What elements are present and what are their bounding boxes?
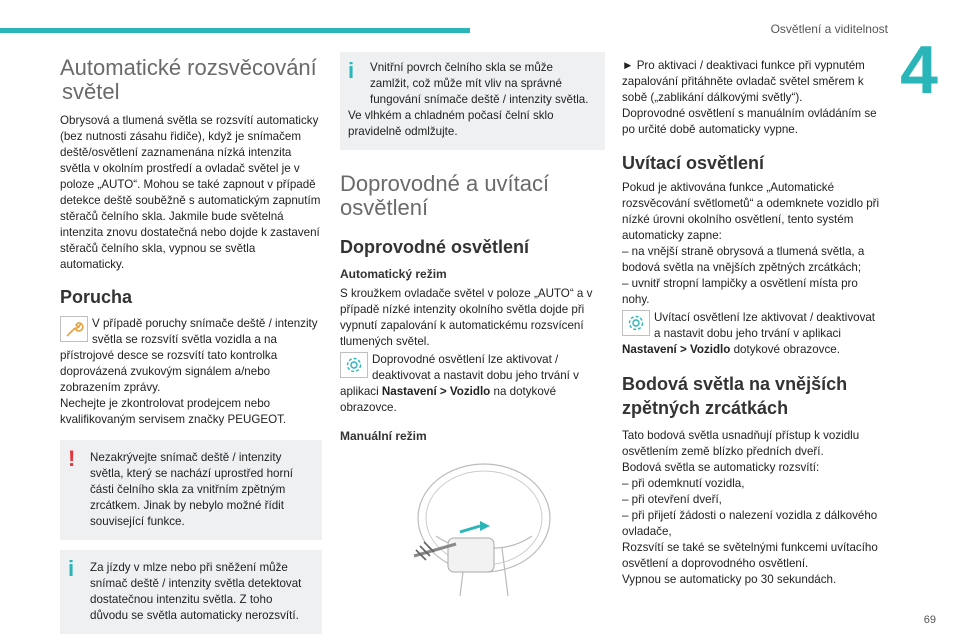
welcome-item-1: – na vnější straně obrysová a tlumená světla, a bodová světla na vnějších zpětných zrcátkách;	[622, 245, 865, 274]
manual-mode-title: Manuální režim	[340, 429, 427, 443]
guide-settings-block	[340, 352, 605, 416]
guide-settings-text: Doprovodné osvětlení lze aktivovat / deaktivovat a nastavit dobu jeho trvání v aplikaci	[340, 353, 579, 398]
steering-wheel-illustration	[396, 458, 556, 608]
auto-lights-title	[60, 56, 322, 104]
spot-item-2: – při otevření dveří,	[622, 493, 722, 506]
info-windshield-line1: Vnitřní povrch čelního skla se může zamlžit, což může mít vliv na správné fungování snímače deště / intenzity světla.	[370, 61, 589, 106]
failure-block	[60, 316, 322, 428]
welcome-settings-path: Nastavení > Vozidlo	[622, 343, 731, 356]
spot-paragraph-3: Rozsvítí se také se světelnými funkcemi uvítacího osvětlení a doprovodného osvětlení.	[622, 541, 878, 570]
chapter-number: 4	[900, 32, 938, 108]
settings-gear-icon	[622, 310, 650, 336]
settings-gear-icon	[340, 352, 368, 378]
mirror-spotlights-title-line1: Bodová světla na vnějších	[622, 374, 848, 394]
info-box-windshield	[340, 52, 605, 150]
spot-paragraph-4: Vypnou se automaticky po 30 sekundách.	[622, 573, 837, 586]
column-middle	[340, 52, 605, 608]
failure-paragraph-2: Nechejte je zkontrolovat prodejcem nebo kvalifikovaným servisem značky PEUGEOT.	[60, 397, 287, 426]
steering-wheel-drawing	[396, 458, 556, 608]
info-box-fog	[60, 550, 322, 634]
follow-me-title-line2: osvětlení	[340, 195, 429, 220]
auto-lights-title-line1: Automatické rozsvěcování	[60, 55, 317, 80]
spot-paragraph-1: Tato bodová světla usnadňují přístup k vozidlu osvětlením země blízko předních dveří.	[622, 429, 860, 458]
info-windshield-line2: Ve vlhkém a chladném počasí čelní sklo pravidelně odmlžujte.	[348, 109, 554, 138]
auto-mode-paragraph: S kroužkem ovladače světel v poloze „AUTO“ a v případě nízké intenzity okolního světla dojde při vypnutí zapalování k automatickému rozsvícení tlumených světel.	[340, 287, 593, 348]
guide-settings-suffix: na dotykové obrazovce.	[340, 385, 557, 414]
info-icon: i	[348, 58, 355, 83]
wrench-icon	[60, 316, 88, 342]
manual-activation-paragraph: ► Pro aktivaci / deaktivaci funkce při vypnutém zapalování přitáhněte ovladač světel směrem k sobě („zablikání dálkovými světly“).	[622, 59, 865, 104]
column-right	[622, 52, 884, 588]
auto-lights-paragraph: Obrysová a tlumená světla se rozsvítí automaticky (bez nutnosti zásahu řidiče), když je snímačem deště/osvětlení zaznamenána nízká intenzita světla v okolním prostředí a ovladač světel je v poloze „AUTO“. Mohou se také zapnout v případě detekce deště souběžně s automatickým zapnutím stěračů čelního skla. Jakmile bude světelná intenzita znovu dostatečná nebo dojde k zastavení stěračů čelního skla, vypnou se světla automaticky.	[60, 114, 321, 271]
spot-paragraph-2: Bodová světla se automaticky rozsvítí:	[622, 461, 820, 474]
welcome-settings-block	[622, 310, 884, 358]
info-icon: i	[68, 556, 75, 581]
welcome-item-2: – uvnitř stropní lampičky a osvětlení místa pro nohy.	[622, 277, 858, 306]
guide-lighting-title: Doprovodné osvětlení	[340, 237, 530, 257]
exclamation-icon: !	[68, 446, 76, 471]
follow-me-title	[340, 172, 605, 220]
column-left	[60, 52, 322, 634]
follow-me-title-line1: Doprovodné a uvítací	[340, 171, 550, 196]
mirror-spotlights-title-line2: zpětných zrcátkách	[622, 398, 789, 418]
section-title: Osvětlení a viditelnost	[770, 22, 888, 36]
mirror-spotlights-title	[622, 372, 884, 420]
failure-paragraph: V případě poruchy snímače deště / intenzity světla se rozsvítí světla vozidla a na přístrojové desce se rozsvítí tato kontrolka doprovázená zvukovým signálem a/nebo zobrazením zprávy.	[60, 317, 318, 394]
auto-mode-title: Automatický režim	[340, 267, 447, 281]
welcome-paragraph: Pokud je aktivována funkce „Automatické rozsvěcování světlometů“ a odemknete vozidlo při nízké úrovni okolního osvětlení, tento systém automaticky zapne:	[622, 181, 880, 242]
auto-lights-title-line2: světel	[62, 79, 120, 104]
welcome-settings-text: Uvítací osvětlení lze aktivovat / deaktivovat a nastavit dobu jeho trvání v aplikaci	[654, 311, 876, 340]
warning-text: Nezakrývejte snímač deště / intenzity světla, který se nachází uprostřed horní části čelního skla za vnitřním zpětným zrcátkem. Jinak by nebylo možné řídit související funkce.	[90, 451, 293, 528]
warning-box	[60, 440, 322, 540]
guide-settings-path: Nastavení > Vozidlo	[381, 385, 491, 398]
page-number: 69	[923, 614, 936, 626]
spot-item-1: – při odemknutí vozidla,	[622, 477, 745, 490]
welcome-settings-suffix: dotykové obrazovce.	[733, 343, 840, 356]
info-fog-text: Za jízdy v mlze nebo při sněžení může snímač deště / intenzity světla detektovat dostatečnou intenzitu světla. Z toho důvodu se světla automaticky nerozsvítí.	[90, 561, 302, 622]
manual-off-paragraph: Doprovodné osvětlení s manuálním ovládáním se po určité době automaticky vypne.	[622, 107, 877, 136]
welcome-lighting-title: Uvítací osvětlení	[622, 153, 765, 173]
spot-item-3: – při přijetí žádosti o nalezení vozidla z dálkového ovladače,	[622, 509, 878, 538]
failure-title: Porucha	[60, 287, 133, 307]
header-accent-bar	[0, 28, 470, 33]
